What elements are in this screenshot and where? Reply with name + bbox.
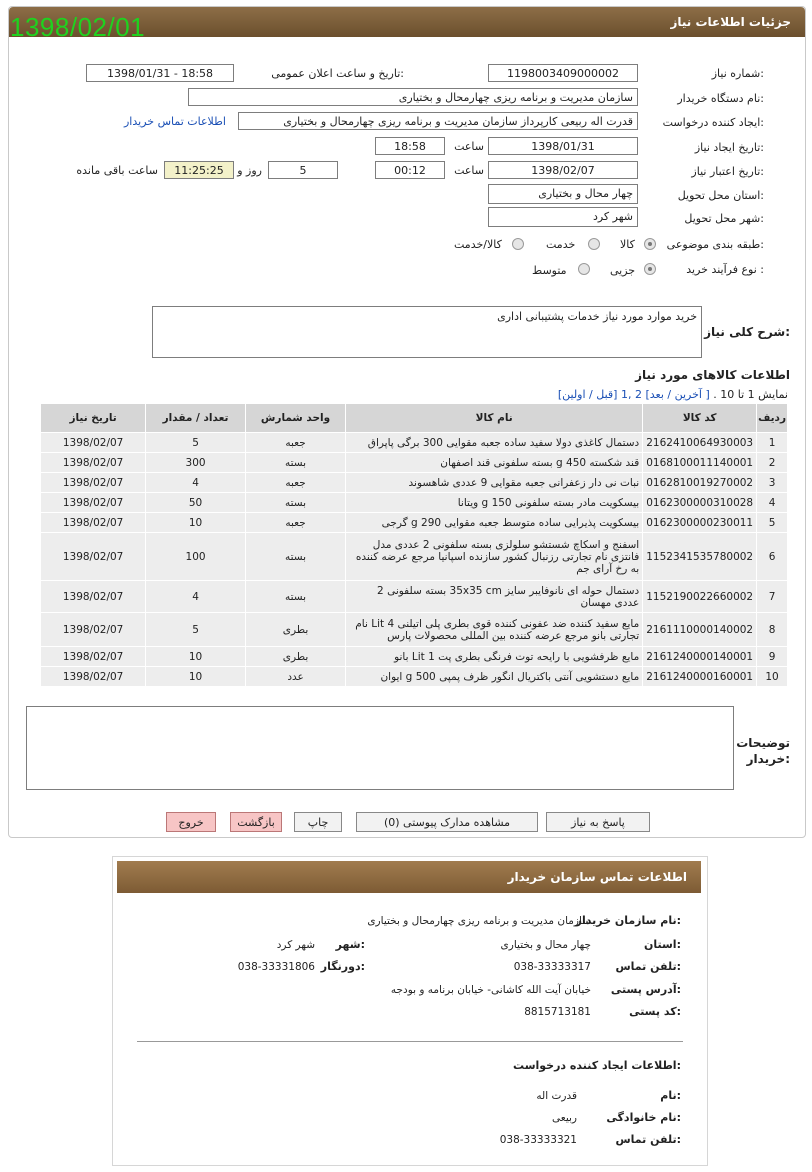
buyer-notes-textarea[interactable] [26, 706, 734, 790]
table-row [41, 667, 788, 687]
items-table-body [41, 433, 788, 687]
process-label: نوع فرآیند خرید : [686, 263, 764, 276]
process-radio-medium[interactable] [578, 263, 590, 275]
cell-row-number: 8 [757, 613, 788, 647]
contact-postal-value: 8815713181 [524, 1006, 591, 1018]
category-radio-goods[interactable] [644, 238, 656, 250]
province-label: استان محل تحویل: [677, 189, 764, 202]
contact-phone-value: 038-33333317 [513, 961, 591, 973]
contact-org-value: سازمان مدیریت و برنامه ریزی چهارمحال و بختیاری [367, 915, 591, 927]
cell-item-code: 2161110000140002 [643, 613, 757, 647]
col-qty: تعداد / مقدار [146, 404, 246, 433]
col-unit: واحد شمارش [245, 404, 345, 433]
creator-phone-label: تلفن تماس: [615, 1133, 681, 1146]
cell-item-name: مایع سفید کننده ضد عفونی کننده قوی بطری پلی اتیلنی 4 Lit نام تجارتی بانو مرجع عرضه کننده بین المللی محصولات پارس [346, 613, 643, 647]
validity-time-label: ساعت [454, 164, 484, 177]
remaining-time-field: 11:25:25 [164, 161, 234, 179]
cell-need-date: 1398/02/07 [41, 647, 146, 667]
cell-row-number: 1 [757, 433, 788, 453]
creator-family-value: ربیعی [552, 1112, 577, 1124]
cell-item-code: 0162300000230011 [643, 513, 757, 533]
contact-postal-label: کد پستی: [629, 1005, 681, 1018]
cell-unit: عدد [245, 667, 345, 687]
table-row [41, 473, 788, 493]
table-row [41, 613, 788, 647]
buyer-label: نام دستگاه خریدار: [677, 92, 764, 105]
table-row [41, 453, 788, 473]
created-time-label: ساعت [454, 140, 484, 153]
creator-info-title: اطلاعات ایجاد کننده درخواست: [513, 1059, 681, 1072]
cell-need-date: 1398/02/07 [41, 667, 146, 687]
validity-label: تاریخ اعتبار نیاز: [691, 165, 764, 178]
cell-item-name: دستمال حوله ای نانوفایبر سایز 35x35 cm بسته سلفونی 2 عددی مهسان [346, 581, 643, 613]
category-option-goods: کالا [620, 238, 635, 251]
creator-phone-value: 038-33333321 [499, 1134, 577, 1146]
table-header-row [41, 404, 788, 433]
cell-item-code: 2161240000140001 [643, 647, 757, 667]
process-option-minor: جزیی [610, 264, 636, 277]
contact-fax-value: 038-33331806 [237, 961, 315, 973]
process-radio-minor[interactable] [644, 263, 656, 275]
cell-quantity: 5 [146, 433, 246, 453]
cell-need-date: 1398/02/07 [41, 513, 146, 533]
validity-time-field[interactable]: 00:12 [375, 161, 445, 179]
cell-quantity: 100 [146, 533, 246, 581]
need-number-field[interactable]: 1198003409000002 [488, 64, 638, 82]
table-row [41, 581, 788, 613]
cell-row-number: 2 [757, 453, 788, 473]
cell-unit: بطری [245, 613, 345, 647]
cell-unit: جعبه [245, 513, 345, 533]
cell-row-number: 4 [757, 493, 788, 513]
cell-item-name: دستمال کاغذی دولا سفید ساده جعبه مقوایی 300 برگی پاپراق [346, 433, 643, 453]
days-field[interactable]: 5 [268, 161, 338, 179]
table-row [41, 533, 788, 581]
cell-row-number: 9 [757, 647, 788, 667]
items-section-title: اطلاعات کالاهای مورد نیاز [635, 368, 790, 382]
creator-name-value: قدرت اله [536, 1090, 577, 1102]
cell-unit: بسته [245, 533, 345, 581]
creator-name-label: نام: [660, 1089, 681, 1102]
contact-province-value: چهار محال و بختیاری [500, 939, 591, 951]
cell-item-name: اسفنج و اسکاچ شستشو سلولزی بسته سلفونی 2 عددی مدل فانتزی نام تجارتی رزنبال کشور سازنده اسپانیا مرجع عرضه کننده به رخ آرای جم [346, 533, 643, 581]
col-date: تاریخ نیاز [41, 404, 146, 433]
announce-label: تاریخ و ساعت اعلان عمومی: [271, 67, 404, 80]
cell-item-code: 0162810019270002 [643, 473, 757, 493]
cell-need-date: 1398/02/07 [41, 493, 146, 513]
cell-quantity: 50 [146, 493, 246, 513]
category-radio-service[interactable] [588, 238, 600, 250]
paging-links[interactable]: [ آخرین / بعد] 2 ,1 [قبل / اولین] [557, 388, 710, 401]
panel-title: جزئیات اطلاعات نیاز [670, 15, 791, 29]
contact-org-label: نام سازمان خریدار: [575, 914, 681, 927]
cell-item-name: بیسکویت مادر بسته سلفونی 150 g ویتانا [346, 493, 643, 513]
cell-item-code: 2162410064930003 [643, 433, 757, 453]
cell-row-number: 3 [757, 473, 788, 493]
contact-address-label: آدرس پستی: [610, 983, 681, 996]
cell-quantity: 4 [146, 473, 246, 493]
city-field[interactable]: شهر کرد [488, 207, 638, 227]
paging-prefix: نمایش 1 تا 10 . [713, 388, 788, 401]
cell-need-date: 1398/02/07 [41, 613, 146, 647]
created-time-field[interactable]: 18:58 [375, 137, 445, 155]
cell-row-number: 5 [757, 513, 788, 533]
cell-item-name: بیسکویت پذیرایی ساده متوسط جعبه مقوایی 290 g گرجی [346, 513, 643, 533]
contact-divider [137, 1041, 683, 1042]
buyer-contact-link[interactable]: اطلاعات تماس خریدار [124, 115, 226, 128]
cell-unit: جعبه [245, 473, 345, 493]
cell-quantity: 300 [146, 453, 246, 473]
summary-label: شرح کلی نیاز: [704, 325, 790, 339]
attachments-button[interactable]: مشاهده مدارک پیوستی (0) [356, 812, 538, 832]
buyer-notes-label: توضیحات خریدار: [736, 736, 790, 766]
table-row [41, 493, 788, 513]
buyer-field[interactable]: سازمان مدیریت و برنامه ریزی چهارمحال و بختیاری [188, 88, 638, 106]
col-row: ردیف [757, 404, 788, 433]
cell-quantity: 10 [146, 513, 246, 533]
contact-province-label: استان: [643, 938, 681, 951]
buyer-contact-card [112, 856, 708, 1166]
cell-unit: بسته [245, 493, 345, 513]
table-row [41, 513, 788, 533]
cell-unit: جعبه [245, 433, 345, 453]
cell-need-date: 1398/02/07 [41, 581, 146, 613]
table-row [41, 433, 788, 453]
cell-row-number: 7 [757, 581, 788, 613]
category-radio-both[interactable] [512, 238, 524, 250]
cell-need-date: 1398/02/07 [41, 473, 146, 493]
contact-city-value: شهر کرد [276, 939, 315, 951]
contact-card-title: اطلاعات تماس سازمان خریدار [507, 870, 687, 884]
category-option-service: خدمت [546, 238, 576, 251]
table-row [41, 647, 788, 667]
process-option-medium: متوسط [532, 264, 567, 277]
contact-city-label: شهر: [335, 938, 365, 951]
city-label: شهر محل تحویل: [684, 212, 764, 225]
cell-item-code: 0162300000310028 [643, 493, 757, 513]
paging-bar [558, 388, 788, 401]
contact-card-header [117, 861, 701, 893]
cell-need-date: 1398/02/07 [41, 433, 146, 453]
creator-family-label: نام خانوادگی: [606, 1111, 681, 1124]
cell-unit: بسته [245, 581, 345, 613]
need-number-label: شماره نیاز: [711, 67, 764, 80]
items-table [40, 403, 788, 687]
cell-row-number: 10 [757, 667, 788, 687]
creator-label: ایجاد کننده درخواست: [662, 116, 764, 129]
cell-item-code: 1152341535780002 [643, 533, 757, 581]
cell-item-name: نبات نی دار زعفرانی جعبه مقوایی 9 عددی شاهسوند [346, 473, 643, 493]
cell-quantity: 4 [146, 581, 246, 613]
cell-item-name: قند شکسته 450 g بسته سلفونی قند اصفهان [346, 453, 643, 473]
cell-unit: بسته [245, 453, 345, 473]
print-button[interactable]: چاپ [294, 812, 342, 832]
category-option-both: کالا/خدمت [454, 238, 502, 251]
created-date-field[interactable]: 1398/01/31 [488, 137, 638, 155]
cell-item-code: 2161240000160001 [643, 667, 757, 687]
contact-phone-label: تلفن تماس: [615, 960, 681, 973]
reply-button[interactable]: پاسخ به نیاز [546, 812, 650, 832]
cell-unit: بطری [245, 647, 345, 667]
date-stamp: 1398/02/01 [10, 12, 146, 42]
cell-item-name: مایع ظرفشویی با رایحه توت فرنگی بطری پت 1 Lit بانو [346, 647, 643, 667]
cell-quantity: 5 [146, 613, 246, 647]
validity-date-field[interactable]: 1398/02/07 [488, 161, 638, 179]
col-name: نام کالا [346, 404, 643, 433]
exit-button[interactable]: خروج [166, 812, 216, 832]
col-code: کد کالا [643, 404, 757, 433]
created-date-label: تاریخ ایجاد نیاز: [694, 141, 764, 154]
cell-quantity: 10 [146, 667, 246, 687]
cell-item-name: مایع دستشویی آنتی باکتریال انگور ظرف پمپی 500 g ایوان [346, 667, 643, 687]
summary-textarea[interactable]: خرید موارد مورد نیاز خدمات پشتیبانی اداری [152, 306, 702, 358]
contact-address-value: خیابان آیت الله کاشانی- خیابان برنامه و بودجه [390, 984, 591, 996]
cell-item-code: 1152190022660002 [643, 581, 757, 613]
announce-field[interactable]: 1398/01/31 - 18:58 [86, 64, 234, 82]
cell-quantity: 10 [146, 647, 246, 667]
cell-row-number: 6 [757, 533, 788, 581]
province-field[interactable]: چهار محال و بختیاری [488, 184, 638, 204]
category-label: طبقه بندی موضوعی: [666, 238, 764, 251]
contact-fax-label: دورنگار: [320, 960, 365, 973]
cell-item-code: 0168100011140001 [643, 453, 757, 473]
remaining-label: ساعت باقی مانده [76, 164, 158, 177]
cell-need-date: 1398/02/07 [41, 533, 146, 581]
days-label: روز و [237, 164, 262, 177]
cell-need-date: 1398/02/07 [41, 453, 146, 473]
creator-field[interactable]: قدرت اله ربیعی کارپرداز سازمان مدیریت و برنامه ریزی چهارمحال و بختیاری [238, 112, 638, 130]
back-button[interactable]: بازگشت [230, 812, 282, 832]
